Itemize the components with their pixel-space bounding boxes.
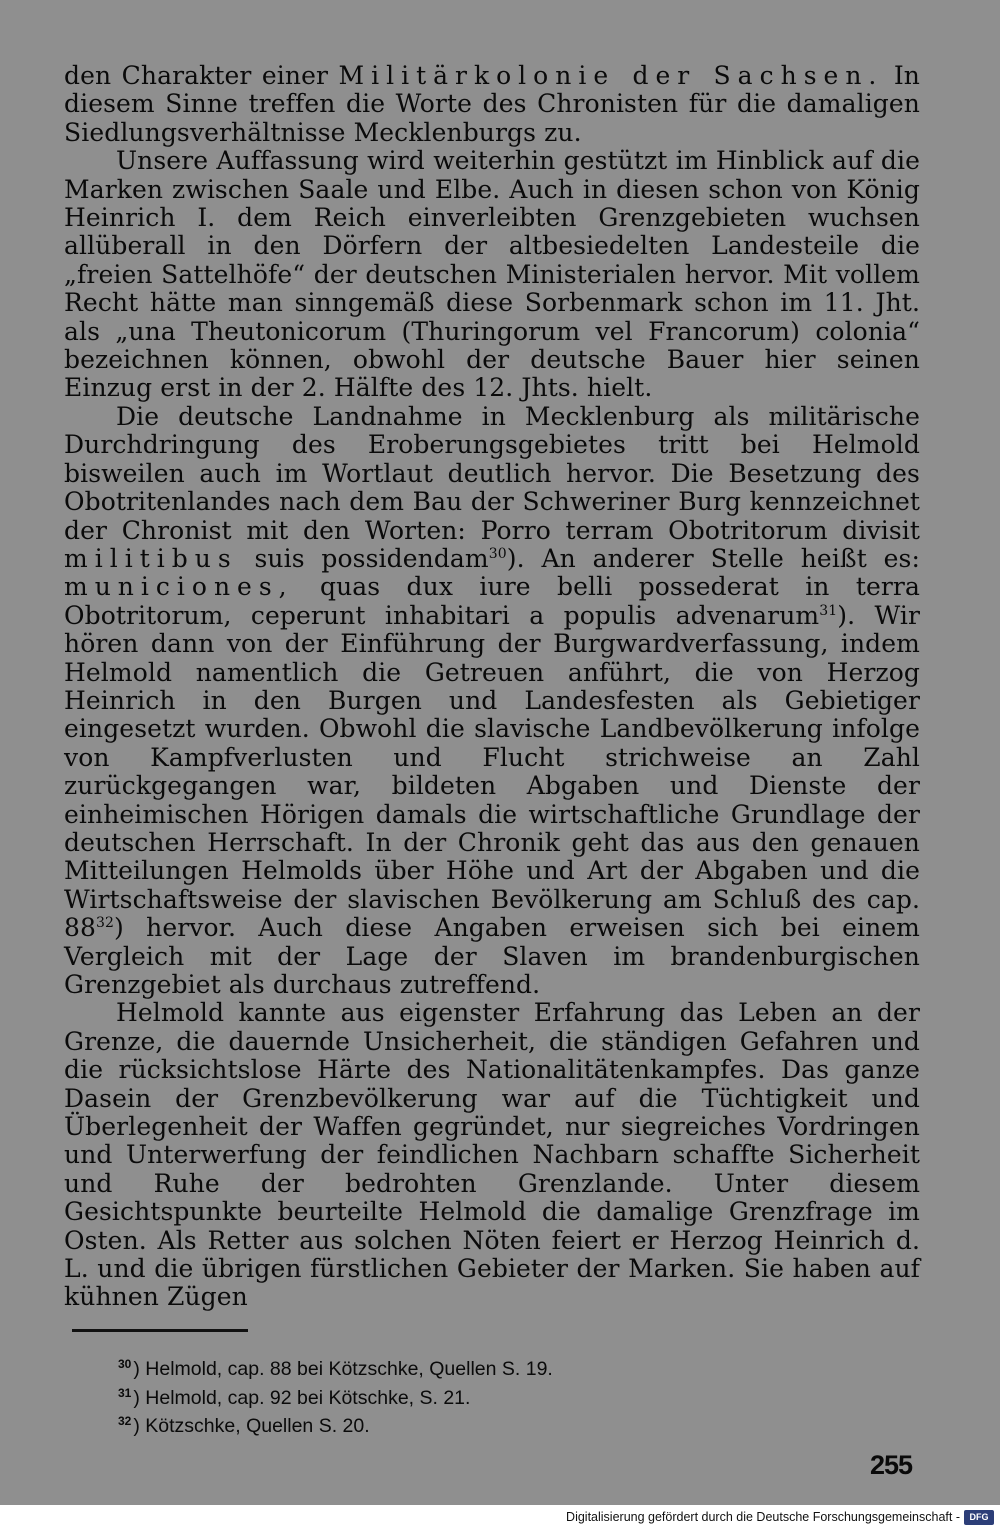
footnote-31: [118, 1382, 918, 1411]
footnote-mark: 30: [118, 1357, 132, 1371]
footnote-ref-31: 31: [819, 602, 838, 619]
text-run: Unsere Auffassung wird weiterhin gestützt im Hinblick auf die Marken zwischen Saale und Elbe. Auch in diesen schon von König Heinrich I. dem Reich einverleibten Grenzgebieten wuchsen allüberall in den Dörfern der altbesiedelten Landesteile die „freien Sattelhöfe“ der deutschen Ministerialen hervor. Mit vollem Recht hätte man sinngemäß diese Sorbenmark schon im 11. Jht. als „una Theutonicorum (Thuringorum vel Francorum) colonia“ bezeichnen können, obwohl der deutsche Bauer hier seinen Einzug erst in der 2. Hälfte des 12. Jhts. hielt.: [64, 146, 920, 403]
text-run: den Charakter einer: [64, 61, 339, 90]
text-run: In diesem Sinne treffen die Worte des Chronisten für die damaligen Siedlungsverhältnisse Mecklenburgs zu.: [64, 61, 920, 147]
footnote-mark: 32: [118, 1414, 132, 1428]
paragraph-2: [64, 147, 920, 403]
footnote-30: [118, 1353, 918, 1382]
text-run: suis possidendam: [237, 543, 489, 573]
text-run: ) hervor. Auch diese Angaben erweisen sich bei einem Vergleich mit der Lage der Slaven im brandenburgischen Grenzgebiet als durchaus zutreffend.: [64, 913, 920, 999]
paragraph-3: [64, 403, 920, 1000]
footnote-text: ) Kötzschke, Quellen S. 20.: [133, 1415, 370, 1437]
footnote-mark: 31: [118, 1385, 132, 1400]
spaced-emphasis: militibus: [64, 543, 238, 573]
footnote-32: [118, 1410, 918, 1439]
paragraph-4: [64, 999, 920, 1311]
spaced-emphasis: Militärkolonie der Sachsen.: [338, 61, 884, 90]
text-run: quas dux iure belli possederat in terra Obotritorum, ceperunt inhabitari a populis advenarum: [64, 572, 920, 630]
dfg-logo-icon[interactable]: DFG: [964, 1510, 994, 1525]
footnote-text: ) Helmold, cap. 92 bei Kötschke, S. 21.: [133, 1386, 471, 1409]
text-run: Die deutsche Landnahme in Mecklenburg als militärische Durchdringung des Eroberungsgebietes tritt bei Helmold bisweilen auch im Wortlaut deutlich hervor. Die Besetzung des Obotritenlandes nach dem Bau der Schweriner Burg kennzeichnet der Chronist mit den Worten: Porro terram Obotritorum divisit: [64, 401, 920, 545]
footnote-ref-32: 32: [96, 915, 115, 932]
spaced-emphasis: municiones,: [64, 572, 294, 602]
page-number: 255: [870, 1450, 913, 1480]
footnote-ref-30: 30: [488, 545, 507, 562]
footnotes: [118, 1353, 918, 1439]
text-run: ). An anderer Stelle heißt es:: [506, 543, 920, 573]
digitization-credit-bar: [0, 1505, 1000, 1530]
footnote-separator: [72, 1329, 248, 1332]
text-run: Helmold kannte aus eigenster Erfahrung das Leben an der Grenze, die dauernde Unsicherheit, die ständigen Gefahren und die rücksichtslose Härte des Nationalitätenkampfes. Das ganze Dasein der Grenzbevölkerung war auf die Tüchtigkeit und Überlegenheit der Waffen gegründet, nur siegreiches Vordringen und Unterwerfung der feindlichen Nachbarn schaffte Sicherheit und Ruhe der bedrohten Grenzlande. Unter diesem Gesichtspunkte beurteilte Helmold die damalige Grenzfrage im Osten. Als Retter aus solchen Nöten feiert er Herzog Heinrich d. L. und die übrigen fürstlichen Gebieter der Marken. Sie haben auf kühnen Zügen: [64, 998, 920, 1312]
paragraph-1: [64, 62, 920, 147]
footnote-text: ) Helmold, cap. 88 bei Kötzschke, Quellen S. 19.: [133, 1358, 553, 1380]
text-run: ). Wir hören dann von der Einführung der Burgwardverfassung, indem Helmold namentlich die Getreuen anführt, die von Herzog Heinrich in den Burgen und Landesfesten als Gebietiger eingesetzt wurden. Obwohl die slavische Landbevölkerung infolge von Kampfverlusten und Flucht strichweise an Zahl zurückgegangen war, bildeten Abgaben und Dienste der einheimischen Hörigen damals die wirtschaftliche Grundlage der deutschen Herrschaft. In der Chronik geht das aus den genauen Mitteilungen Helmolds über Höhe und Art der Abgaben und die Wirtschaftsweise der slavischen Bevölkerung am Schluß des cap. 88: [64, 600, 920, 943]
body-text: [64, 62, 920, 1312]
credit-text: Digitalisierung gefördert durch die Deutsche Forschungsgemeinschaft -: [566, 1510, 960, 1524]
